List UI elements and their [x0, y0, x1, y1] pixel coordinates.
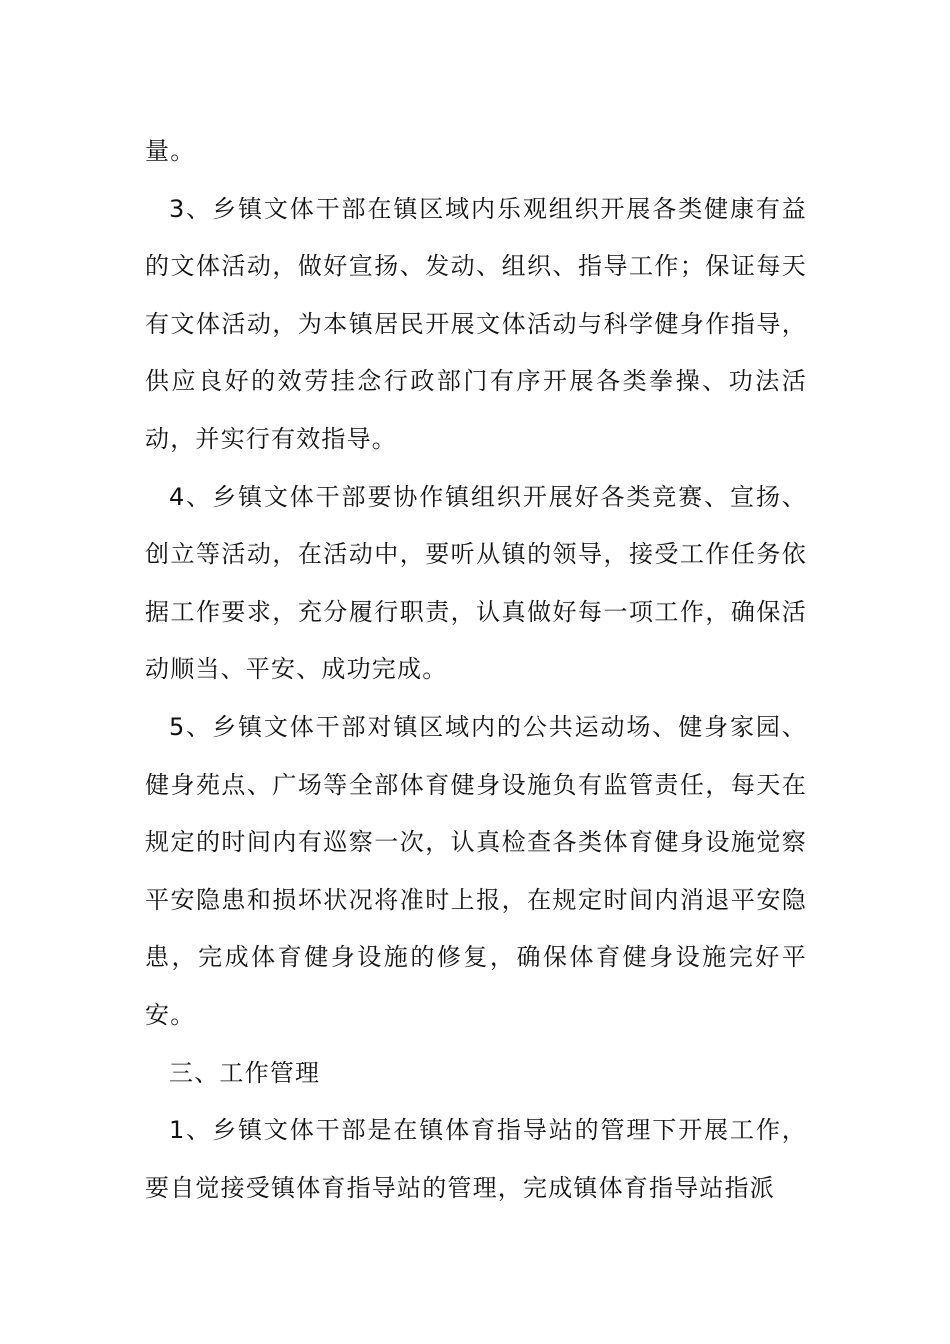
paragraph-item-3: 3、乡镇文体干部在镇区域内乐观组织开展各类健康有益的文体活动，做好宣扬、发动、组织、指导工作；保证每天有文体活动，为本镇居民开展文体活动与科学健身作指导，供应良好的效劳挂念行政部门有序开展各类拳操、功法活动，并实行有效指导。 [145, 194, 807, 453]
section-heading: 三、工作管理 [169, 1058, 321, 1087]
paragraph-item-1: 1、乡镇文体干部是在镇体育指导站的管理下开展工作，要自觉接受镇体育指导站的管理，完成镇体育指导站指派 [145, 1116, 807, 1202]
paragraph-item-4: 4、乡镇文体干部要协作镇组织开展好各类竞赛、宣扬、创立等活动，在活动中，要听从镇的领导，接受工作任务依据工作要求，充分履行职责，认真做好每一项工作，确保活动顺当、平安、成功完成。 [145, 482, 807, 684]
paragraph-item-5: 5、乡镇文体干部对镇区域内的公共运动场、健身家园、健身苑点、广场等全部体育健身设施负有监管责任，每天在规定的时间内有巡察一次，认真检查各类体育健身设施觉察平安隐患和损坏状况将准时上报，在规定时间内消退平安隐患，完成体育健身设施的修复，确保体育健身设施完好平安。 [145, 712, 807, 1029]
document-body [145, 123, 807, 1217]
paragraph-continuation: 量。 [145, 137, 196, 165]
